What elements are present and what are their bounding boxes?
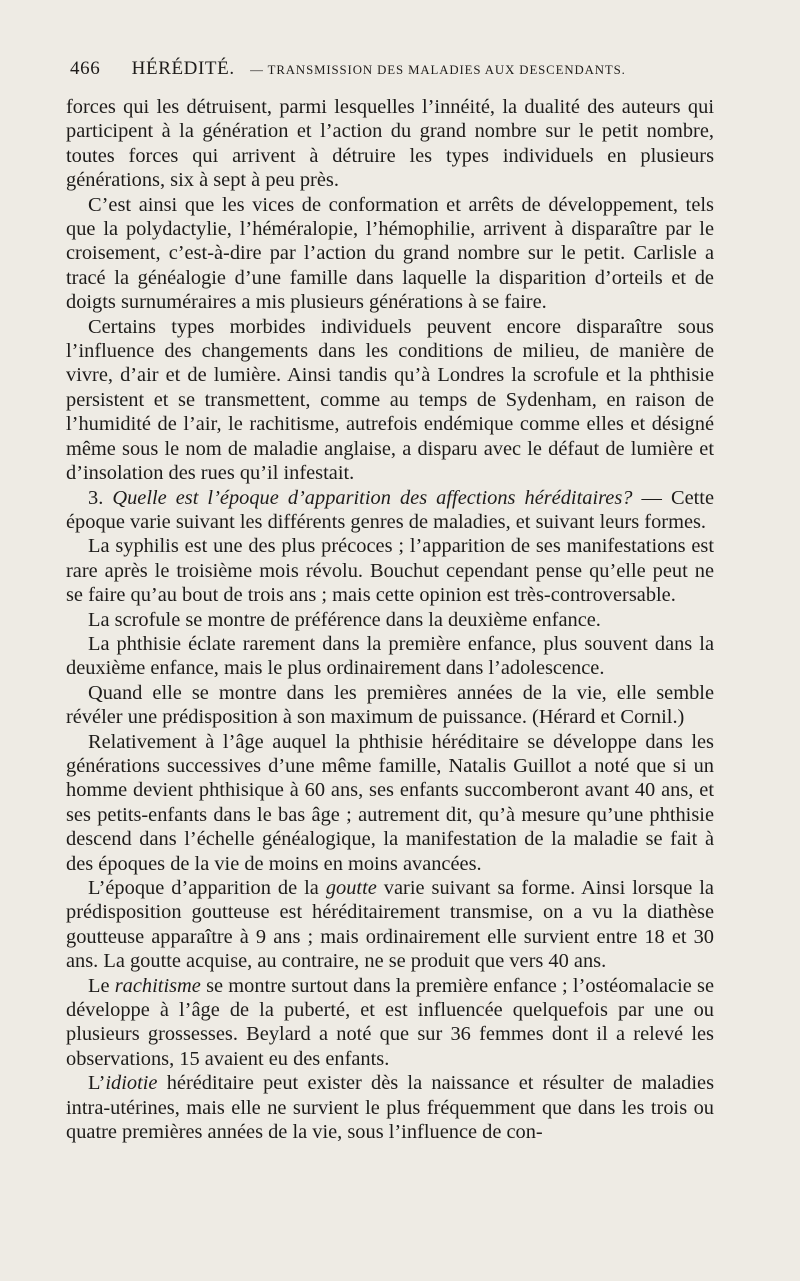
body-text bbox=[66, 95, 714, 1144]
paragraph-5: La syphilis est une des plus précoces ; l’apparition de ses manifestations est rare après le troisième mois révolu. Bouchut cependant pense qu’elle peut ne se faire qu’au bout de trois ans ; mais cette opinion est très-controversable. bbox=[66, 535, 714, 607]
paragraph-2: C’est ainsi que les vices de conformation et arrêts de développement, tels que la polydactylie, l’héméralopie, l’hémophilie, arrivent à disparaître par le croisement, c’est-à-dire par l’action du grand nombre sur le petit. Carlisle a tracé la généalogie d’une famille dans laquelle la disparition d’orteils et de doigts surnuméraires a mis plusieurs générations à se faire. bbox=[66, 193, 714, 314]
paragraph-4-rest: — Cette époque varie suivant les différents genres de maladies, et suivant leurs formes. bbox=[66, 486, 714, 533]
paragraph-4-question bbox=[66, 486, 714, 535]
paragraph-12-idiotie bbox=[66, 1071, 714, 1144]
running-title: HÉRÉDITÉ. bbox=[131, 58, 235, 79]
paragraph-10-goutte bbox=[66, 876, 714, 974]
paragraph-12-italic: idiotie bbox=[105, 1072, 158, 1095]
paragraph-12-lead: L’ bbox=[88, 1072, 106, 1095]
paragraph-8: Quand elle se montre dans les premières années de la vie, elle semble révéler une prédisposition à son maximum de puissance. (Hérard et Cornil.) bbox=[66, 681, 714, 729]
paragraph-4-italic: Quelle est l’époque d’apparition des affections héréditaires? bbox=[112, 486, 633, 509]
paragraph-11-rachitisme bbox=[66, 974, 714, 1072]
paragraph-10-lead: L’époque d’apparition de la bbox=[88, 877, 326, 899]
paragraph-11-italic: rachitisme bbox=[114, 974, 201, 997]
paragraph-4-lead: 3. bbox=[88, 486, 113, 509]
paragraph-11-lead: Le bbox=[88, 974, 115, 997]
paragraph-1: forces qui les détruisent, parmi lesquelles l’innéité, la dualité des auteurs qui participent à la génération et l’action du grand nombre sur le petit nombre, toutes forces qui arrivent à détruire les types individuels en plusieurs générations, six à sept à peu près. bbox=[66, 96, 714, 192]
paragraph-7: La phthisie éclate rarement dans la première enfance, plus souvent dans la deuxième enfance, mais le plus ordinairement dans l’adolescence. bbox=[66, 632, 714, 680]
paragraph-10-rest: varie suivant sa forme. Ainsi lorsque la prédisposition goutteuse est héréditairement transmise, on a vu la diathèse goutteuse apparaître à 9 ans ; mais ordinairement elle survient entre 18 et 30 ans. La goutte acquise, au contraire, ne se produit que vers 40 ans. bbox=[66, 877, 714, 973]
paragraph-11-rest: se montre surtout dans la première enfance ; l’ostéomalacie se développe à l’âge de la puberté, et est influencée quelquefois par une ou plusieurs grossesses. Beylard a noté que sur 36 femmes dont il a relevé les observations, 15 avaient eu des enfants. bbox=[66, 974, 715, 1070]
paragraph-3: Certains types morbides individuels peuvent encore disparaître sous l’influence des changements dans les conditions de milieu, de manière de vivre, d’air et de lumière. Ainsi tandis qu’à Londres la scrofule et la phthisie persistent et se transmettent, comme au temps de Sydenham, en raison de l’humidité de l’air, le rachitisme, autrefois endémique comme elles et désigné même sous le nom de maladie anglaise, a disparu avec le défaut de lumière et d’insolation des rues qu’il infestait. bbox=[66, 315, 714, 485]
paragraph-10-italic: goutte bbox=[325, 877, 377, 899]
paragraph-12-rest: héréditaire peut exister dès la naissance et résulter de maladies intra-utérines, mais elle ne survient le plus fréquemment que dans les trois ou quatre premières années de la vie, sous l’influence de con- bbox=[66, 1072, 714, 1144]
running-subtitle: — TRANSMISSION DES MALADIES AUX DESCENDANTS. bbox=[250, 63, 626, 77]
running-header bbox=[70, 58, 730, 88]
paragraph-9: Relativement à l’âge auquel la phthisie héréditaire se développe dans les générations successives d’une même famille, Natalis Guillot a noté que si un homme devient phthisique à 60 ans, ses enfants succomberont avant 40 ans, et ses petits-enfants dans le bas âge ; autrement dit, qu’à mesure qu’une phthisie descend dans l’échelle généalogique, la manifestation de la maladie se fait à des époques de la vie de moins en moins avancées. bbox=[66, 730, 714, 875]
paragraph-6: La scrofule se montre de préférence dans la deuxième enfance. bbox=[88, 608, 601, 631]
page-number: 466 bbox=[70, 58, 101, 79]
